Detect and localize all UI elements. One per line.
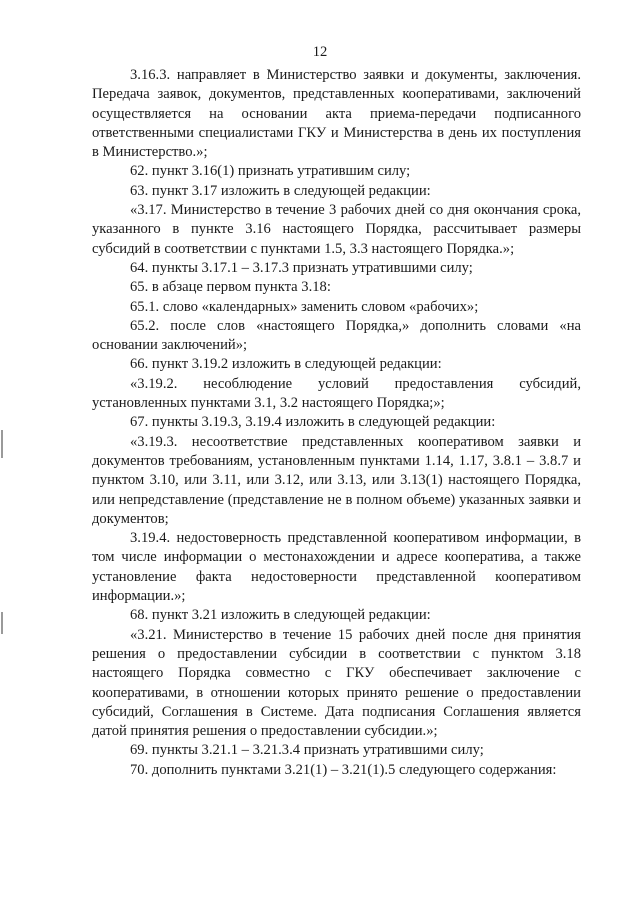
scan-edge-mark [1,612,3,634]
paragraph-65-1: 65.1. слово «календарных» заменить словом «рабочих»; [130,298,479,315]
paragraph-70: 70. дополнить пунктами 3.21(1) – 3.21(1).5 следующего содержания: [130,761,557,778]
paragraph-65: 65. в абзаце первом пункта 3.18: [130,279,331,296]
paragraph-3-19-4: 3.19.4. недостоверность представленной кооперативом информации, в том числе информации о местонахождении и адресе кооператива, а также установление факта недостоверности представленной кооперативом информации.»; [92,530,581,605]
paragraph-3-19-2: «3.19.2. несоблюдение условий предоставления субсидий, установленных пунктами 3.1, 3.2 настоящего Порядка;»; [92,375,581,412]
paragraph-3-21: «3.21. Министерство в течение 15 рабочих дней после дня принятия решения о предоставлении субсидии в соответствии с пунктом 3.18 настоящего Порядка совместно с ГКУ обеспечивает заключение с кооперативами, в отношении которых принято решение о предоставлении субсидий, Соглашения в Системе. Дата подписания Соглашения является датой принятия решения о предоставлении субсидии.»; [92,626,581,740]
paragraph-63: 63. пункт 3.17 изложить в следующей редакции: [130,182,431,199]
paragraph-3-16-3: 3.16.3. направляет в Министерство заявки и документы, заключения. Передача заявок, документов, представленных кооперативами, заключений осуществляется на основании акта приема-передачи подписанного ответственными специалистами ГКУ и Министерства в день их поступления в Министерство.»; [92,67,581,161]
paragraph-65-2: 65.2. после слов «настоящего Порядка,» дополнить словами «на основании заключений»; [92,317,581,354]
paragraph-64: 64. пункты 3.17.1 – 3.17.3 признать утратившими силу; [130,259,473,276]
paragraph-3-19-3: «3.19.3. несоответствие представленных кооперативом заявки и документов требованиям, установленным пунктами 1.14, 1.17, 3.8.1 – 3.8.7 и пунктом 3.10, или 3.11, или 3.12, или 3.13, или 3.13(1) настоящего Порядка, или непредставление (представление не в полном объеме) указанных заявки и документов; [92,433,581,527]
paragraph-67: 67. пункты 3.19.3, 3.19.4 изложить в следующей редакции: [130,414,496,431]
paragraph-3-17: «3.17. Министерство в течение 3 рабочих дней со дня окончания срока, указанного в пункте 3.16 настоящего Порядка, рассчитывает размеры субсидий в соответствии с пунктами 1.5, 3.3 настоящего Порядка.»; [92,202,581,257]
paragraph-66: 66. пункт 3.19.2 изложить в следующей редакции: [130,356,442,373]
page-number: 12 [312,44,328,60]
document-body [92,66,581,780]
scan-edge-mark [1,430,3,458]
paragraph-62: 62. пункт 3.16(1) признать утратившим силу; [130,163,411,180]
paragraph-69: 69. пункты 3.21.1 – 3.21.3.4 признать утратившими силу; [130,742,484,759]
paragraph-68: 68. пункт 3.21 изложить в следующей редакции: [130,607,431,624]
